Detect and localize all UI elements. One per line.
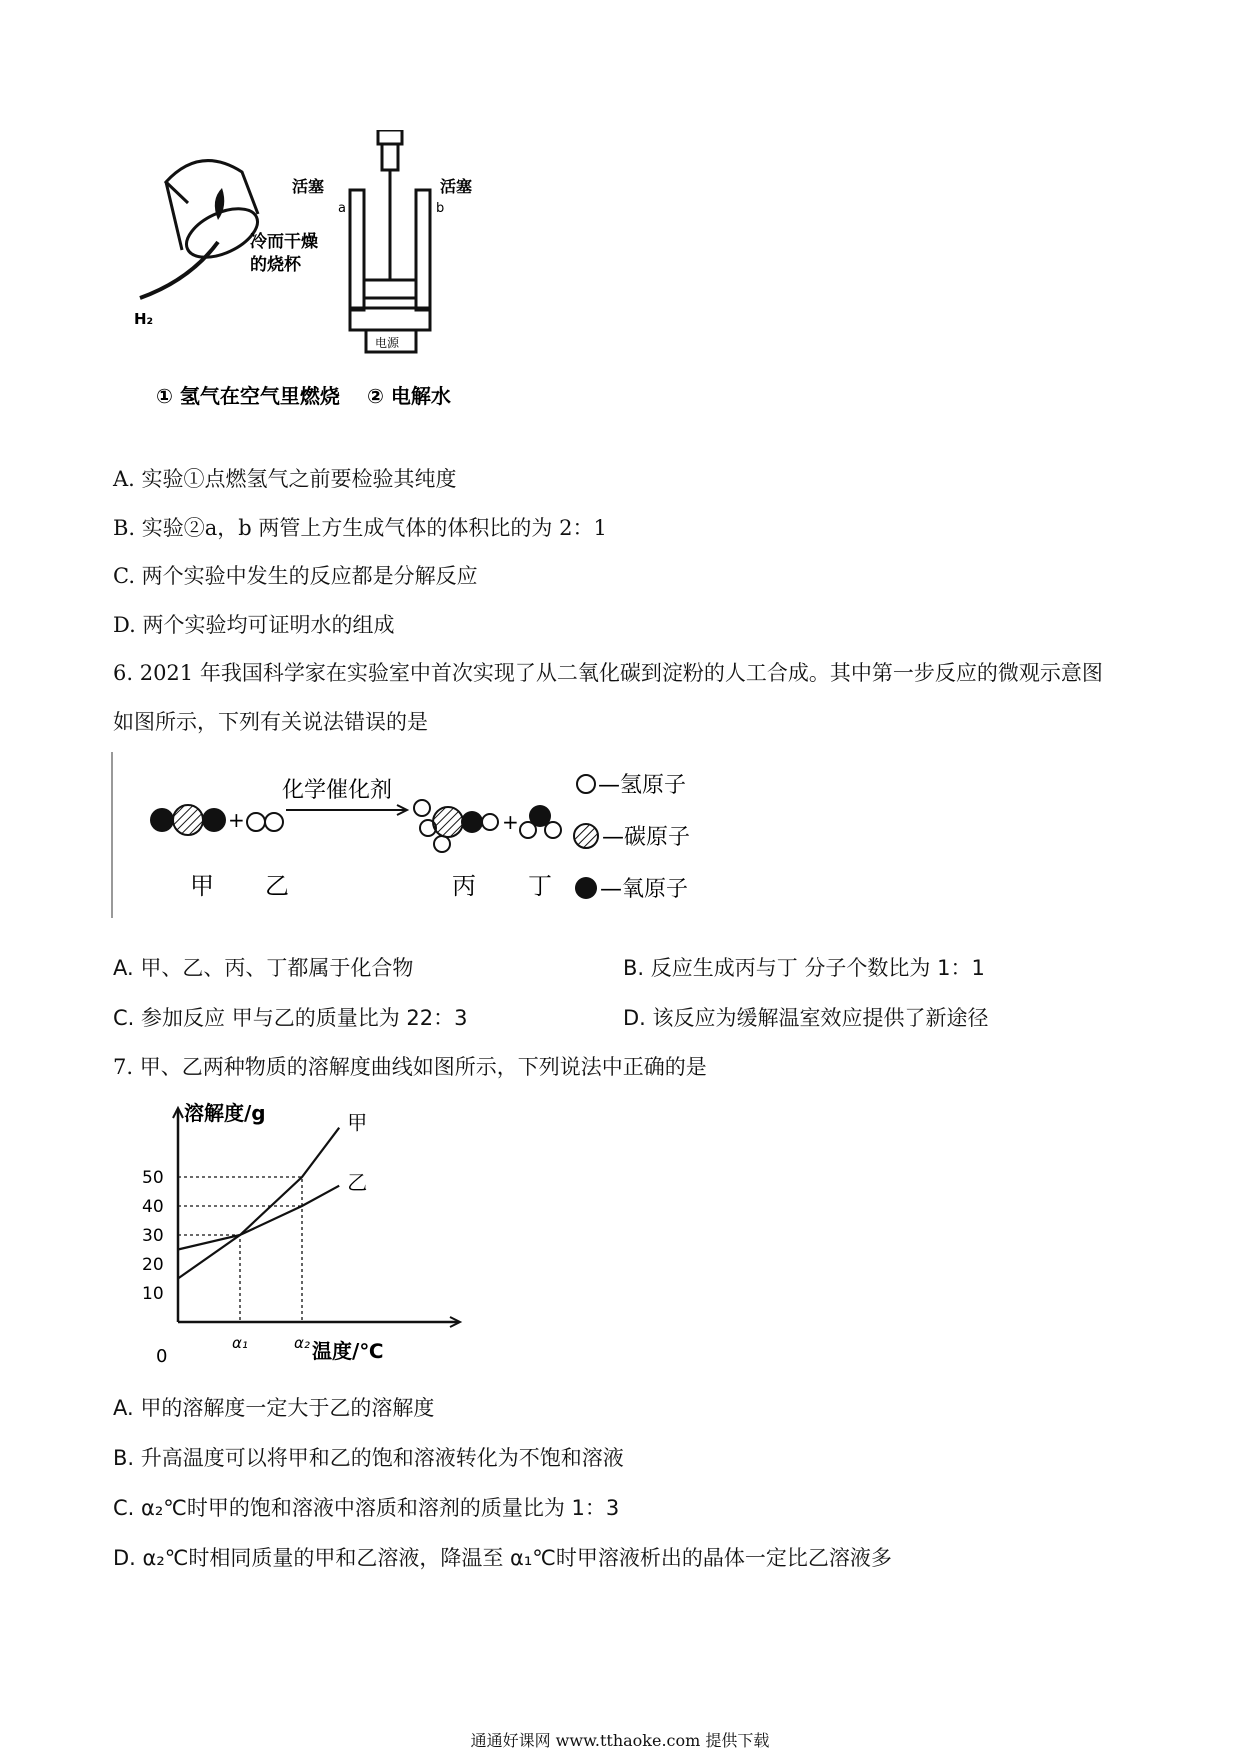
q5-option-a: A. 实验①点燃氢气之前要检验其纯度 <box>113 467 457 491</box>
y-tick-label: 30 <box>142 1226 164 1246</box>
plus-2: + <box>502 810 519 834</box>
q6-stem-line2: 如图所示，下列有关说法错误的是 <box>113 710 428 734</box>
h2-tube <box>140 242 218 298</box>
caption-1: ① 氢气在空气里燃烧 <box>156 384 340 408</box>
q5-option-c: C. 两个实验中发生的反应都是分解反应 <box>113 564 478 588</box>
q6-option-c: C. 参加反应 甲与乙的质量比为 22：3 <box>113 1006 468 1030</box>
beaker-label-1: 冷而干燥 <box>250 232 318 252</box>
x-tick-label: α₁ <box>232 1334 248 1352</box>
molecule-water <box>520 805 561 838</box>
q7-option-a: A. 甲的溶解度一定大于乙的溶解度 <box>113 1396 435 1420</box>
molecule-h2 <box>247 813 283 831</box>
y-tick-label: 10 <box>142 1284 164 1304</box>
beaker-label-2: 的烧杯 <box>250 255 301 275</box>
footer: 通通好课网 www.tthaoke.com 提供下载 <box>470 1731 770 1750</box>
label-jia: 甲 <box>190 872 214 900</box>
q6-stem-line1: 6. 2021 年我国科学家在实验室中首次实现了从二氧化碳到淀粉的人工合成。其中第一步反应的微观示意图 <box>113 661 1103 685</box>
legend-hydrogen: —氢原子 <box>598 773 687 798</box>
h2-label: H₂ <box>134 310 154 328</box>
label-ding: 丁 <box>528 872 552 900</box>
q6-option-a: A. 甲、乙、丙、丁都属于化合物 <box>113 956 414 980</box>
solubility-chart <box>140 1100 470 1370</box>
origin-label: 0 <box>156 1346 168 1367</box>
series-line-jia <box>178 1128 339 1279</box>
y-tick-label: 40 <box>142 1197 164 1217</box>
catalyst-label: 化学催化剂 <box>282 778 393 803</box>
legend-carbon: —碳原子 <box>602 825 691 850</box>
x-tick-label: α₂ <box>294 1334 310 1352</box>
y-axis-label: 溶解度/g <box>184 1101 266 1125</box>
q6-option-b: B. 反应生成丙与丁 分子个数比为 1：1 <box>623 956 985 980</box>
q7-option-d: D. α₂℃时相同质量的甲和乙溶液，降温至 α₁℃时甲溶液析出的晶体一定比乙溶液多 <box>113 1546 892 1570</box>
q5-option-d: D. 两个实验均可证明水的组成 <box>113 613 395 637</box>
molecule-co2 <box>150 805 226 835</box>
plus-1: + <box>228 808 245 832</box>
x-axis-label: 温度/℃ <box>312 1339 384 1363</box>
series-label: 甲 <box>347 1110 368 1135</box>
q7-option-b: B. 升高温度可以将甲和乙的饱和溶液转化为不饱和溶液 <box>113 1446 624 1470</box>
q5-figure <box>120 130 540 420</box>
q5-option-b: B. 实验②a，b 两管上方生成气体的体积比的为 2：1 <box>113 516 607 540</box>
stopcock-a-label: 活塞 <box>292 177 325 196</box>
y-tick-label: 20 <box>142 1255 164 1275</box>
electrolysis-apparatus <box>350 130 430 352</box>
legend-hydrogen-icon <box>577 775 595 793</box>
q7-stem: 7. 甲、乙两种物质的溶解度曲线如图所示，下列说法中正确的是 <box>113 1055 707 1079</box>
tube-b-label: b <box>436 201 445 216</box>
legend-oxygen-icon <box>575 877 597 899</box>
stopcock-b-label: 活塞 <box>440 177 473 196</box>
series-label: 乙 <box>347 1170 368 1195</box>
legend-oxygen: —氧原子 <box>600 877 689 902</box>
tube-a-label: a <box>338 201 346 216</box>
q6-option-d: D. 该反应为缓解温室效应提供了新途径 <box>623 1006 989 1030</box>
caption-2: ② 电解水 <box>367 384 451 408</box>
label-bing: 丙 <box>452 872 476 900</box>
molecule-methanol <box>414 800 498 852</box>
q6-reaction-diagram <box>110 752 710 922</box>
label-yi: 乙 <box>265 872 289 900</box>
q7-option-c: C. α₂℃时甲的饱和溶液中溶质和溶剂的质量比为 1：3 <box>113 1496 620 1520</box>
y-tick-label: 50 <box>142 1168 164 1188</box>
power-supply-label: 电源 <box>375 336 400 350</box>
legend-carbon-icon <box>574 824 598 848</box>
